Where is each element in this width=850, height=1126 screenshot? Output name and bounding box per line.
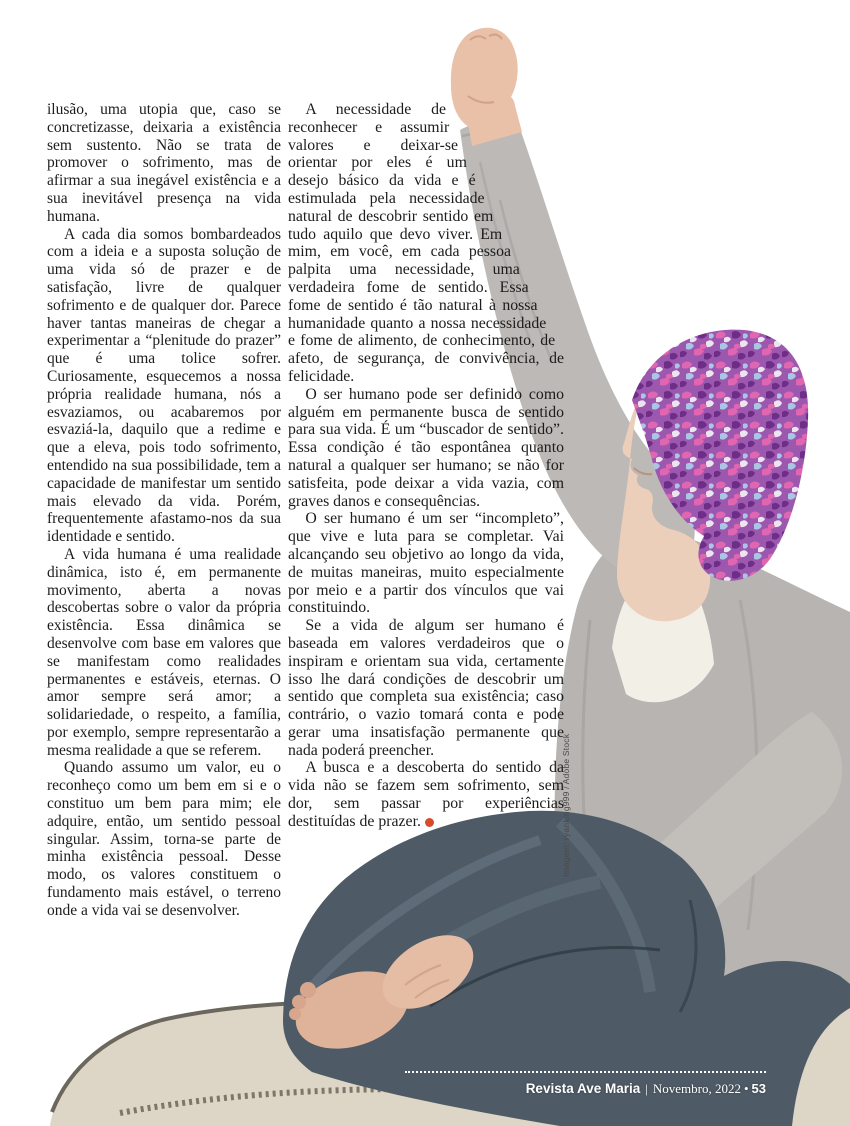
page-number: 53 (751, 1081, 766, 1096)
paragraph: A busca e a descoberta do sentido da vida não se fazem sem sofrimento, sem dor, sem passar por experiências destituídas de prazer. (288, 759, 564, 830)
paragraph: A vida humana é uma realidade dinâmica, isto é, em permanente movimento, aberta a novas descobertas sobre o valor da própria existência. Essa dinâmica se desenvolve com base em valores que se manifestam como realidades permanentes e estáveis, eternas. O amor sempre será amor; a solidariedade, o respeito, a família, por exemplo, sempre representarão a mesma realidade a que se referem. (47, 545, 281, 759)
issue-date: Novembro, 2022 (652, 1081, 741, 1096)
article-end-mark (425, 818, 434, 827)
footer (305, 1081, 766, 1097)
image-credit: Imagem: ryanking999 / Adobe Stock (561, 733, 571, 877)
left-column (47, 101, 281, 920)
footer-separator: | (645, 1081, 648, 1096)
paragraph: Se a vida de algum ser humano é baseada em valores verdadeiros que o inspiram e orientam sua vida, certamente isso lhe dará condições de descobrir um sentido que completa sua existência; caso contrário, o vazio tomará conta e pode gerar uma insatisfação permanente que nada poderá preencher. (288, 617, 564, 759)
paragraph: A necessidade de reconhecer e assumir valores e deixar-se orientar por eles é um desejo básico da vida e é estimulada pela necessidade natural de descobrir sentido em tudo aquilo que devo viver. Em mim, em você, em cada pessoa palpita uma necessidade, uma verdadeira fome de sentido. Essa fome de sentido é tão natural à nossa humanidade quanto a nossa necessidade e fome de alimento, de conhecimento, de afeto, de segurança, de convivência, de felicidade. (288, 101, 564, 385)
paragraph: O ser humano pode ser definido como alguém em permanente busca de sentido para sua vida. É um “buscador de sentido”. Essa condição é tão espontânea quanto natural a qualquer ser humano; se não for satisfeita, pode deixar a vida vazia, com graves danos e consequências. (288, 385, 564, 510)
footer-dotted-line (405, 1071, 766, 1073)
footer-dot: • (743, 1081, 749, 1096)
paragraph: Quando assumo um valor, eu o reconheço como um bem em si e o constituo um bem para mim; ele adquire, então, um sentido pessoal singular. Assim, torna-se parte de minha existência pessoal. Desse modo, os valores constituem o fundamento mais estável, o terreno onde a vida vai se desenvolver. (47, 759, 281, 919)
right-column (288, 101, 564, 831)
magazine-title: Revista Ave Maria (525, 1081, 641, 1096)
paragraph: A cada dia somos bombardeados com a ideia e a suposta solução de uma vida só de prazer e de satisfação, livre de qualquer sofrimento e de qualquer dor. Parece haver tantas maneiras de chegar a experimentar a “plenitude do prazer” que é uma tolice sofrer. Curiosamente, esquecemos a nossa própria realidade humana, nós a esvaziamos, ou acabaremos por esvaziá-la, daquilo que a redime e que a eleva, pois todo sofrimento, entendido na sua possibilidade, tem a capacidade de manifestar um sentido mais elevado da vida. Porém, frequentemente afastamo-nos da sua identidade e sentido. (47, 225, 281, 546)
paragraph: O ser humano é um ser “incompleto”, que vive e luta para se completar. Vai alcançando seu objetivo ao longo da vida, de muitas maneiras, muito especialmente por meio e a partir dos vínculos que vai constituindo. (288, 510, 564, 617)
paragraph: ilusão, uma utopia que, caso se concretizasse, deixaria a existência sem sustento. Não se trata de promover o sofrimento, mas de afirmar a sua inegável existência e a sua inevitável presença na vida humana. (47, 101, 281, 225)
